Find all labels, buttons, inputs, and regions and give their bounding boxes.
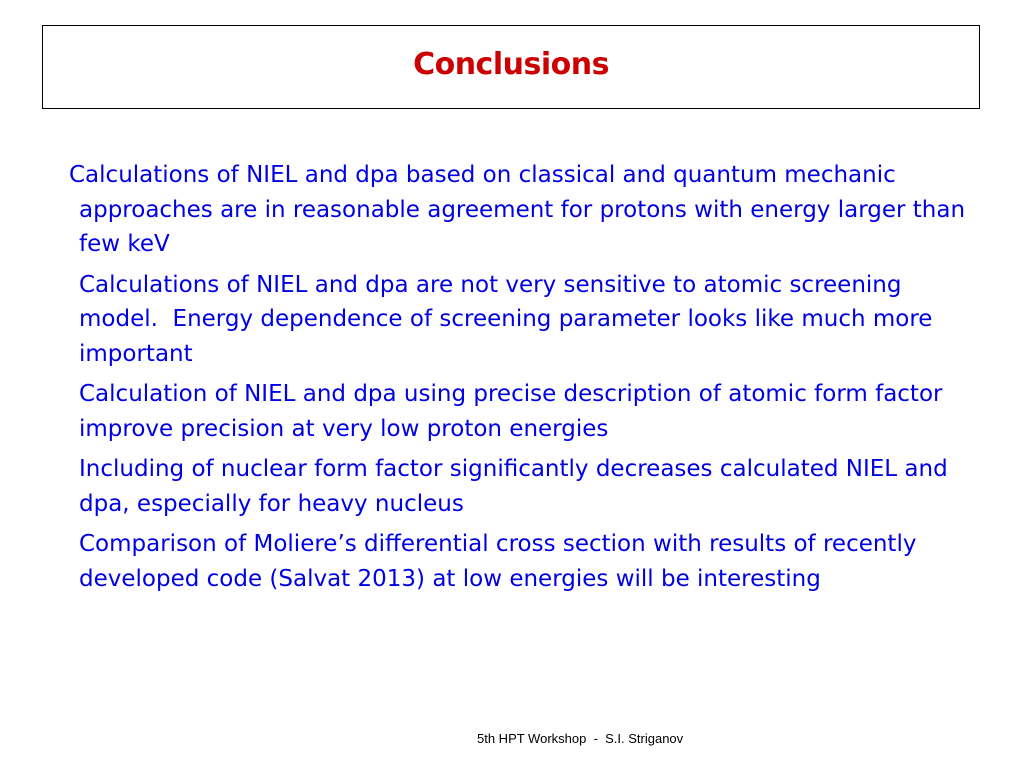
- conclusion-item-4: Including of nuclear form factor significantly decreases calculated NIEL and dpa, especially for heavy nucleus: [79, 456, 956, 517]
- conclusion-item-5: Comparison of Moliere’s differential cross section with results of recently developed code (Salvat 2013) at low energies will be interesting: [79, 531, 924, 592]
- slide-footer: 5th HPT Workshop - S.I. Striganov: [477, 731, 684, 746]
- conclusion-item-3: Calculation of NIEL and dpa using precise description of atomic form factor improve precision at very low proton energies: [79, 381, 950, 442]
- title-box: [42, 25, 980, 109]
- conclusions-list: [69, 158, 980, 602]
- conclusion-item-2: Calculations of NIEL and dpa are not very sensitive to atomic screening model. Energy dependence of screening parameter looks like much more important: [79, 271, 940, 367]
- slide-title: Conclusions: [413, 46, 609, 82]
- conclusion-item-1: Calculations of NIEL and dpa based on classical and quantum mechanic approaches are in reasonable agreement for protons with energy larger than few keV: [69, 162, 980, 257]
